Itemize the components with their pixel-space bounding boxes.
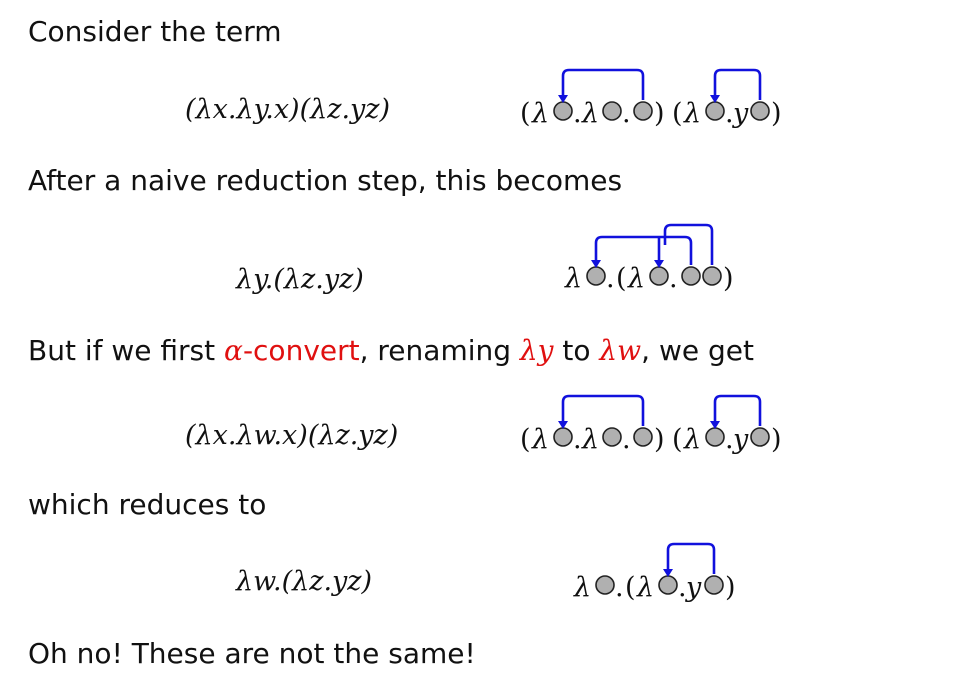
binding-arrow <box>596 237 691 265</box>
alpha-suffix: , we get <box>641 334 754 367</box>
diagram-paren: ) <box>771 424 782 455</box>
diagram-lambda: λ <box>565 263 583 294</box>
rename-from: λy <box>519 334 554 367</box>
binding-diagram-original <box>520 60 810 130</box>
free-variable: y <box>733 424 749 455</box>
var-occurrence-hole <box>634 102 652 120</box>
diagram-dot: . <box>615 572 624 603</box>
diagram-paren: ) <box>654 98 665 129</box>
diagram-paren: ( <box>672 98 683 129</box>
diagram-dot: . <box>669 263 678 294</box>
term-alpha-converted: (λx.λw.x)(λz.yz) <box>185 420 399 451</box>
binding-arrow <box>563 70 643 100</box>
var-occurrence-hole <box>751 428 769 446</box>
var-occurrence-hole <box>703 267 721 285</box>
var-occurrence-hole <box>705 576 723 594</box>
diagram-dot: . <box>622 424 631 455</box>
diagram-dot: . <box>573 98 582 129</box>
alpha-symbol: α <box>224 334 243 367</box>
binding-arrow-head <box>558 421 568 429</box>
diagram-paren: ( <box>625 572 636 603</box>
diagram-dot: . <box>573 424 582 455</box>
diagram-lambda: λ <box>684 424 702 455</box>
naive-reduction-text: After a naive reduction step, this becomes <box>28 164 623 197</box>
bound-var-hole <box>554 102 572 120</box>
diagram-paren: ( <box>672 424 683 455</box>
diagram-paren: ) <box>725 572 736 603</box>
free-variable: y <box>686 572 702 603</box>
diagram-lambda: λ <box>637 572 655 603</box>
diagram-paren: ) <box>654 424 665 455</box>
alpha-prefix: But if we first <box>28 334 225 367</box>
alpha-middle: , renaming <box>359 334 520 367</box>
term-naive-result: λy.(λz.yz) <box>236 264 364 295</box>
var-occurrence-hole <box>682 267 700 285</box>
binding-arrow-capture <box>665 225 712 265</box>
rename-to-word: to <box>553 334 600 367</box>
bound-var-hole <box>706 428 724 446</box>
alpha-convert-sentence <box>28 334 754 367</box>
binding-arrow <box>668 544 714 574</box>
rename-to: λw <box>599 334 642 367</box>
binding-diagram-correct <box>574 534 764 604</box>
binding-arrow-head <box>654 260 664 268</box>
binding-diagram-naive <box>563 215 763 295</box>
diagram-lambda: λ <box>628 263 646 294</box>
binding-arrow-head <box>710 95 720 103</box>
diagram-dot: . <box>725 98 734 129</box>
term-correct-result: λw.(λz.yz) <box>236 566 373 597</box>
bound-var-hole <box>706 102 724 120</box>
bound-var-hole <box>587 267 605 285</box>
diagram-paren: ) <box>771 98 782 129</box>
binding-arrow-head <box>663 569 673 577</box>
binding-arrow <box>715 70 760 100</box>
bound-var-hole <box>603 102 621 120</box>
intro-text: Consider the term <box>28 15 282 48</box>
diagram-lambda: λ <box>684 98 702 129</box>
diagram-lambda: λ <box>532 98 550 129</box>
bound-var-hole <box>603 428 621 446</box>
diagram-paren: ( <box>520 424 531 455</box>
diagram-paren: ( <box>520 98 531 129</box>
diagram-lambda: λ <box>582 98 600 129</box>
diagram-dot: . <box>606 263 615 294</box>
var-occurrence-hole <box>634 428 652 446</box>
conclusion-text: Oh no! These are not the same! <box>28 637 476 670</box>
bound-var-hole <box>554 428 572 446</box>
diagram-dot: . <box>622 98 631 129</box>
binding-arrow <box>715 396 760 426</box>
term-original: (λx.λy.x)(λz.yz) <box>185 94 391 125</box>
alpha-convert-word: -convert <box>242 334 360 367</box>
diagram-lambda: λ <box>582 424 600 455</box>
binding-arrow-head <box>558 95 568 103</box>
bound-var-hole <box>650 267 668 285</box>
binding-arrow-head <box>710 421 720 429</box>
binding-arrow-head <box>591 260 601 268</box>
bound-var-hole <box>596 576 614 594</box>
diagram-dot: . <box>725 424 734 455</box>
binding-arrow <box>563 396 643 426</box>
diagram-lambda: λ <box>574 572 592 603</box>
diagram-paren: ( <box>616 263 627 294</box>
reduces-text: which reduces to <box>28 488 267 521</box>
bound-var-hole <box>659 576 677 594</box>
binding-diagram-alpha <box>520 386 810 456</box>
diagram-dot: . <box>678 572 687 603</box>
var-occurrence-hole <box>751 102 769 120</box>
diagram-lambda: λ <box>532 424 550 455</box>
free-variable: y <box>733 98 749 129</box>
diagram-paren: ) <box>723 263 734 294</box>
